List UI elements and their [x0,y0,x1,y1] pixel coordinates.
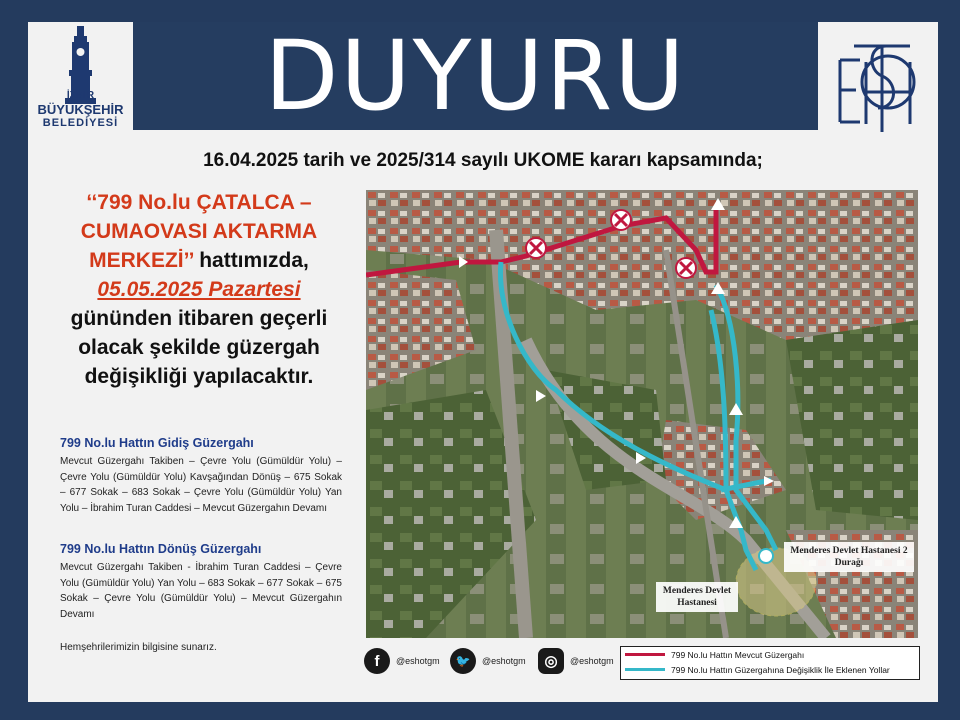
bus-stop-icon [759,549,773,563]
social-handle: @eshotgm [396,656,440,666]
closing-note: Hemşehrilerimizin bilgisine sunarız. [60,642,217,653]
legend-label: 799 No.lu Hattın Mevcut Güzergahı [671,649,805,660]
eshot-monogram-icon [818,22,938,140]
return-body: Mevcut Güzergahı Takiben - İbrahim Turan Caddesi – Çevre Yolu (Gümüldür Yolu) Yan Yolu – 683 Sokak – 677 Sokak – 675 Sokak – Çevre Yolu (Gümüldür Yolu) – Mevcut Güzergahın Devamı [60,562,342,620]
social-twitter[interactable] [450,648,526,674]
logo-line-2: BÜYÜKŞEHİR [37,102,124,117]
social-handle: @eshotgm [570,656,614,666]
decision-subtitle: 16.04.2025 tarih ve 2025/314 sayılı UKOME kararı kapsamında; [203,150,763,171]
social-instagram[interactable] [538,648,614,674]
stop-label: Menderes Devlet Hastanesi 2 Durağı [784,542,914,572]
headline-rest: gününden itibaren geçerli olacak şekilde güzergah değişikliği yapılacaktır. [70,307,328,388]
logo-line-3: BELEDİYESİ [42,117,119,129]
twitter-icon: 🐦 [450,648,476,674]
title-banner [133,22,818,130]
page-title: DUYURU [264,20,687,132]
announcement-headline [40,188,358,391]
logo-line-1: İZMİR [66,90,95,101]
legend-existing [621,647,919,662]
eshot-logo [818,22,938,140]
social-facebook[interactable] [364,648,440,674]
outbound-body: Mevcut Güzergahı Takiben – Çevre Yolu (Gümüldür Yolu) – Çevre Yolu (Gümüldür Yolu) Kavşağından Dönüş – 675 Sokak – 677 Sokak – 683 Sokak – Çevre Yolu (Gümüldür Yolu) Yan Yolu – İbrahim Turan Caddesi – Mevcut Güzergahın Devamı [60,456,342,514]
legend-swatch-existing [625,653,665,656]
outbound-title: 799 No.lu Hattın Gidiş Güzergahı [60,436,254,450]
effective-date: 05.05.2025 Pazartesi [97,278,301,301]
legend-label: 799 No.lu Hattın Güzergahına Değişiklik İle Eklenen Yollar [671,664,890,675]
route-map [366,190,918,638]
hospital-label: Menderes Devlet Hastanesi [656,582,738,612]
map-legend [620,646,920,680]
return-title: 799 No.lu Hattın Dönüş Güzergahı [60,542,262,556]
instagram-icon: ◎ [538,648,564,674]
headline-suffix: hattımızda, [193,249,309,272]
legend-added [621,662,919,677]
legend-swatch-added [625,668,665,671]
facebook-icon: f [364,648,390,674]
izmir-logo [28,22,133,140]
line-name: ‘‘799 No.lu ÇATALCA – CUMAOVASI AKTARMA MERKEZİ’’ [80,191,318,272]
social-handle: @eshotgm [482,656,526,666]
